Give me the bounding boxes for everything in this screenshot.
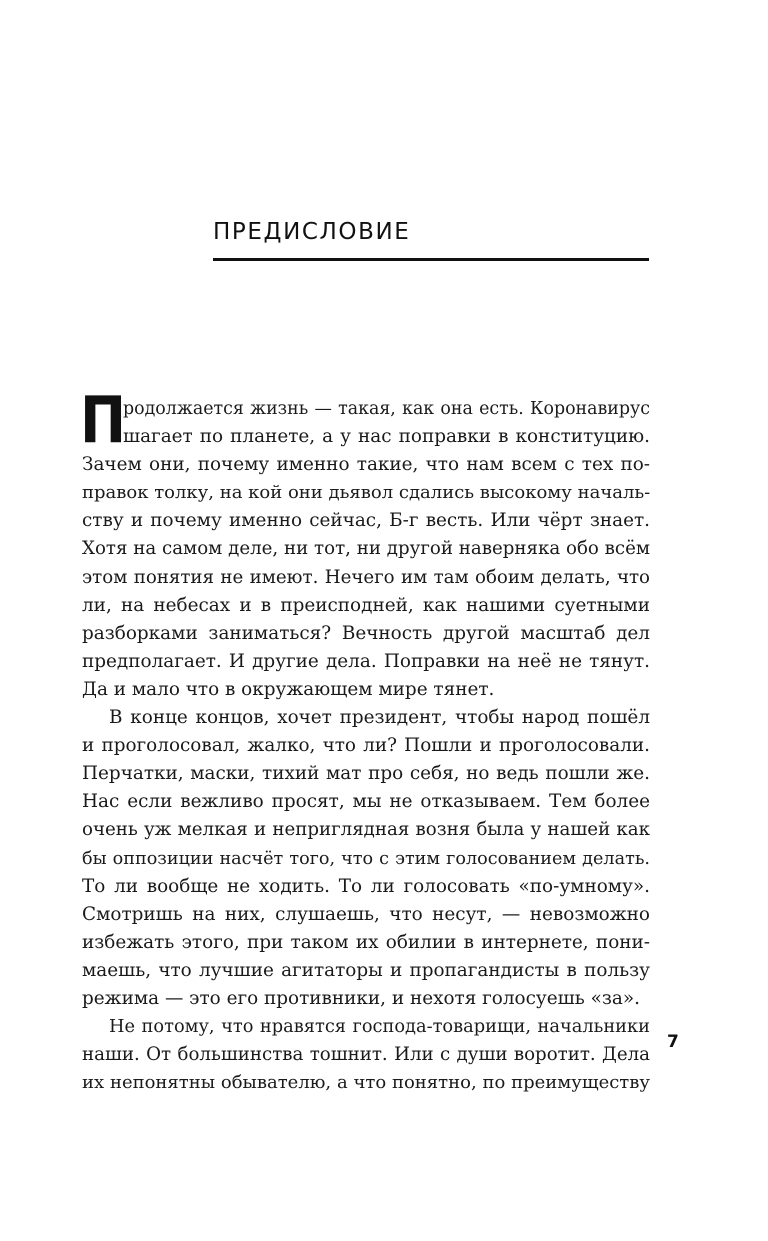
- text-line: предполагает. И другие дела. Поправки на неё не тянут.: [82, 650, 650, 672]
- text-line: ли, на небесах и в преисподней, как нашими суетными: [82, 594, 650, 616]
- text-line: их непонятны обывателю, а что понятно, по преимуществу: [82, 1072, 650, 1094]
- text-line: бы оппозиции насчёт того, что с этим голосованием делать.: [82, 848, 650, 869]
- text-line: ству и почему именно сейчас, Б-г весть. Или чёрт знает.: [82, 510, 650, 532]
- text-line: родолжается жизнь — такая, как она есть. Коронавирус: [123, 399, 650, 419]
- text-line: Нас если вежливо просят, мы не отказываем. Тем более: [82, 791, 650, 813]
- text-line: правок толку, на кой они дьявол сдались высокому началь-: [82, 482, 651, 504]
- chapter-title: ПРЕДИСЛОВИЕ: [213, 219, 411, 245]
- text-line: шагает по планете, а у нас поправки в конституцию.: [123, 426, 650, 448]
- text-line: этом понятия не имеют. Нечего им там обоим делать, что: [82, 566, 650, 588]
- paragraph-2: [82, 704, 650, 1013]
- text-line: наши. От большинства тошнит. Или с души воротит. Дела: [82, 1044, 650, 1066]
- text-line: и проголосовал, жалко, что ли? Пошли и проголосовали.: [82, 735, 650, 757]
- text-line: Смотришь на них, слушаешь, что несут, — невозможно: [82, 903, 650, 925]
- paragraph-3: [82, 1013, 650, 1097]
- text-line: Перчатки, маски, тихий мат про себя, но ведь пошли же.: [82, 763, 650, 785]
- text-line: избежать этого, при таком их обилии в интернете, пони-: [82, 931, 650, 953]
- text-line: режима — это его противники, и нехотя голосуешь «за».: [82, 987, 640, 1009]
- paragraph-1: [80, 384, 651, 704]
- text-line: Не потому, что нравятся господа-товарищи, начальники: [109, 1016, 650, 1038]
- text-line: разборками заниматься? Вечность другой масштаб дел: [82, 622, 650, 644]
- title-underline: [213, 258, 649, 261]
- text-line: очень уж мелкая и неприглядная возня была у нашей как: [82, 819, 650, 841]
- body-text: [80, 384, 651, 1097]
- text-line: Хотя на самом деле, ни тот, ни другой наверняка обо всём: [82, 538, 650, 560]
- text-line: маешь, что лучшие агитаторы и пропагандисты в пользу: [82, 959, 650, 981]
- text-line: Да и мало что в окружающем мире тянет.: [82, 678, 495, 700]
- text-line: Зачем они, почему именно такие, что нам всем с тех по-: [82, 454, 650, 476]
- drop-cap: П: [80, 384, 127, 458]
- page-number: 7: [667, 1032, 679, 1052]
- text-line: То ли вообще не ходить. То ли голосовать «по-умному».: [82, 875, 650, 897]
- text-line: В конце концов, хочет президент, чтобы народ пошёл: [109, 707, 650, 729]
